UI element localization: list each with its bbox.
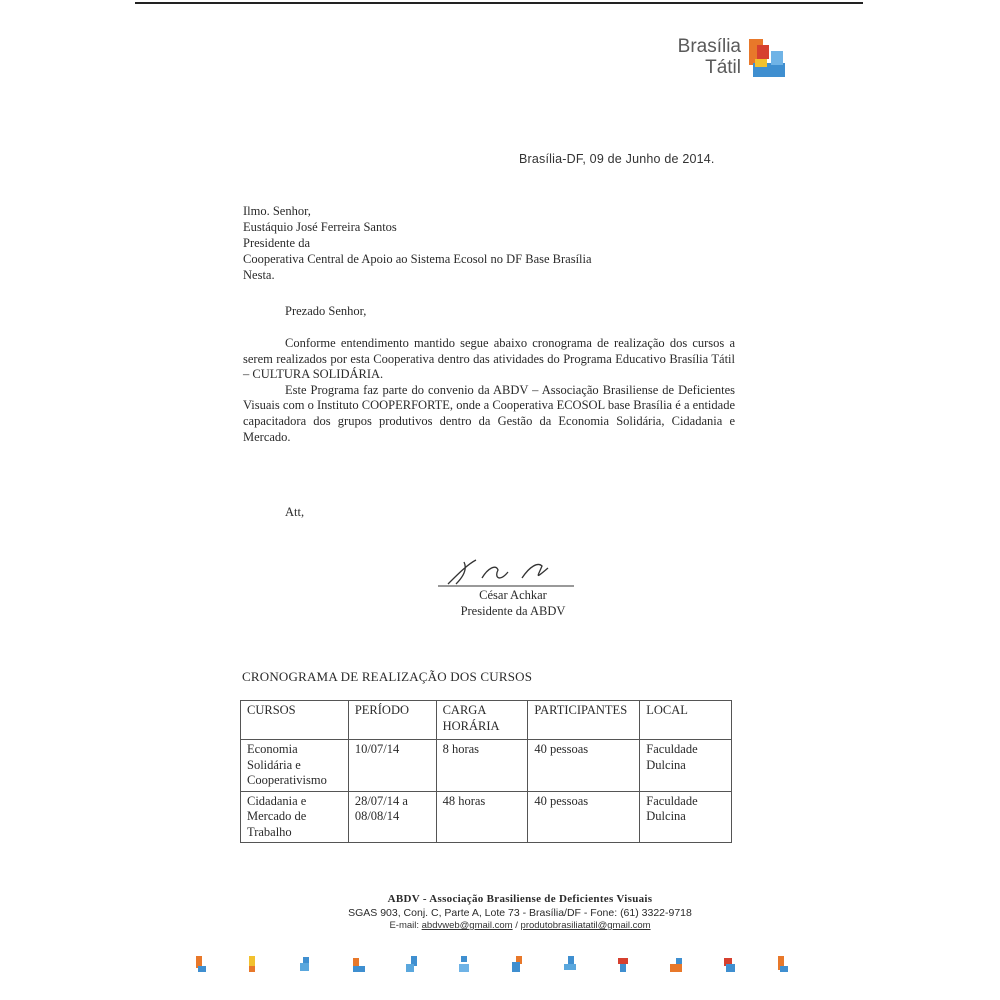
letterhead-footer [300, 893, 740, 931]
decorative-block-icon [403, 954, 419, 976]
header-participantes: PARTICIPANTES [528, 701, 640, 740]
footer-address: SGAS 903, Conj. C, Parte A, Lote 73 - Brasília/DF - Fone: (61) 3322-9718 [348, 907, 692, 919]
table-row [241, 791, 732, 843]
decorative-block-icon [721, 954, 737, 976]
recipient-location: Nesta. [243, 268, 275, 282]
header-carga-line-2: HORÁRIA [442, 718, 500, 733]
cell-curso-line: Mercado de [247, 809, 307, 823]
header-local: LOCAL [640, 701, 732, 740]
footer-email-label: E-mail: [389, 920, 419, 931]
cell-local-line: Faculdade [646, 742, 698, 756]
closing: Att, [285, 505, 305, 519]
footer-email-2[interactable]: produtobrasiliatatil@gmail.com [520, 920, 651, 931]
schedule-title: CRONOGRAMA DE REALIZAÇÃO DOS CURSOS [242, 669, 533, 684]
recipient-block [243, 203, 592, 283]
logo-blocks-icon [745, 37, 790, 82]
cell-periodo-line: 10/07/14 [354, 742, 400, 756]
table-header-row [241, 701, 732, 740]
decorative-block-icon [350, 954, 366, 976]
letter-date: Brasília-DF, 09 de Junho de 2014. [519, 152, 715, 166]
decorative-block-icon [297, 954, 313, 976]
table-row [241, 740, 732, 792]
footer-email-separator: / [512, 920, 521, 931]
header-carga [436, 701, 528, 740]
letter-body [243, 336, 735, 445]
cell-curso-line: Solidária e [247, 757, 301, 772]
cell-local-line: Dulcina [646, 757, 686, 772]
decorative-block-icon [244, 954, 260, 976]
decorative-block-icon [615, 954, 631, 976]
decorative-block-icon [456, 954, 472, 976]
cell-curso-line: Economia [247, 742, 298, 756]
schedule-table [240, 700, 732, 843]
footer-email-line [300, 920, 740, 931]
cell-curso [241, 791, 349, 843]
recipient-name: Eustáquio José Ferreira Santos [243, 220, 397, 234]
cell-periodo-line: 08/08/14 [354, 809, 400, 823]
cell-periodo [348, 740, 436, 792]
footer-email-1[interactable]: abdvweb@gmail.com [421, 920, 513, 931]
decorative-block-icon [192, 954, 208, 976]
logo-wordmark [667, 36, 741, 78]
brasilia-tatil-logo [667, 36, 797, 86]
header-cursos: CURSOS [241, 701, 349, 740]
cell-curso-line: Trabalho [247, 824, 292, 839]
logo-line-2: Tátil [705, 57, 741, 78]
recipient-salutation: Ilmo. Senhor, [243, 204, 311, 218]
body-paragraph-1: Conforme entendimento mantido segue abaixo cronograma de realização dos cursos a serem realizados por esta Cooperativa dentro das atividades do Programa Educativo Brasília Tátil – CULTURA SOLIDÁRIA. [243, 336, 735, 382]
cell-participantes: 40 pessoas [528, 740, 640, 792]
cell-local [640, 740, 732, 792]
cell-curso-line: Cooperativismo [247, 773, 327, 787]
cell-carga: 48 horas [436, 791, 528, 843]
signer-name: César Achkar [479, 588, 547, 602]
footer-org-name: ABDV - Associação Brasiliense de Deficientes Visuais [387, 893, 653, 905]
decorative-block-icon [668, 954, 684, 976]
decorative-block-icon [774, 954, 790, 976]
cell-periodo-line: 28/07/14 a [354, 793, 408, 808]
cell-participantes: 40 pessoas [528, 791, 640, 843]
cell-curso-line: Cidadania e [247, 793, 307, 808]
cell-curso [241, 740, 349, 792]
decorative-block-icon [509, 954, 525, 976]
signer-title: Presidente da ABDV [460, 604, 566, 618]
recipient-organization: Cooperativa Central de Apoio ao Sistema Ecosol no DF Base Brasília [243, 252, 592, 266]
signer-block [443, 587, 583, 619]
decorative-block-icon [562, 954, 578, 976]
header-periodo: PERÍODO [348, 701, 436, 740]
cell-periodo [348, 791, 436, 843]
top-border-line [135, 2, 863, 4]
recipient-role: Presidente da [243, 236, 310, 250]
logo-line-1: Brasília [677, 36, 741, 57]
cell-local-line: Faculdade [646, 793, 698, 808]
greeting: Prezado Senhor, [285, 304, 367, 318]
decorative-icon-row [192, 954, 792, 980]
header-carga-line-1: CARGA [442, 703, 487, 717]
cell-carga: 8 horas [436, 740, 528, 792]
handwritten-signature [438, 556, 578, 588]
cell-local-line: Dulcina [646, 809, 686, 823]
body-paragraph-2: Este Programa faz parte do convenio da ABDV – Associação Brasiliense de Deficientes Visuais com o Instituto COOPERFORTE, onde a Cooperativa ECOSOL base Brasília é a entidade capacitadora dos grupos produtivos dentro da Gestão da Economia Solidária, Cidadania e Mercado. [243, 382, 735, 444]
cell-local [640, 791, 732, 843]
